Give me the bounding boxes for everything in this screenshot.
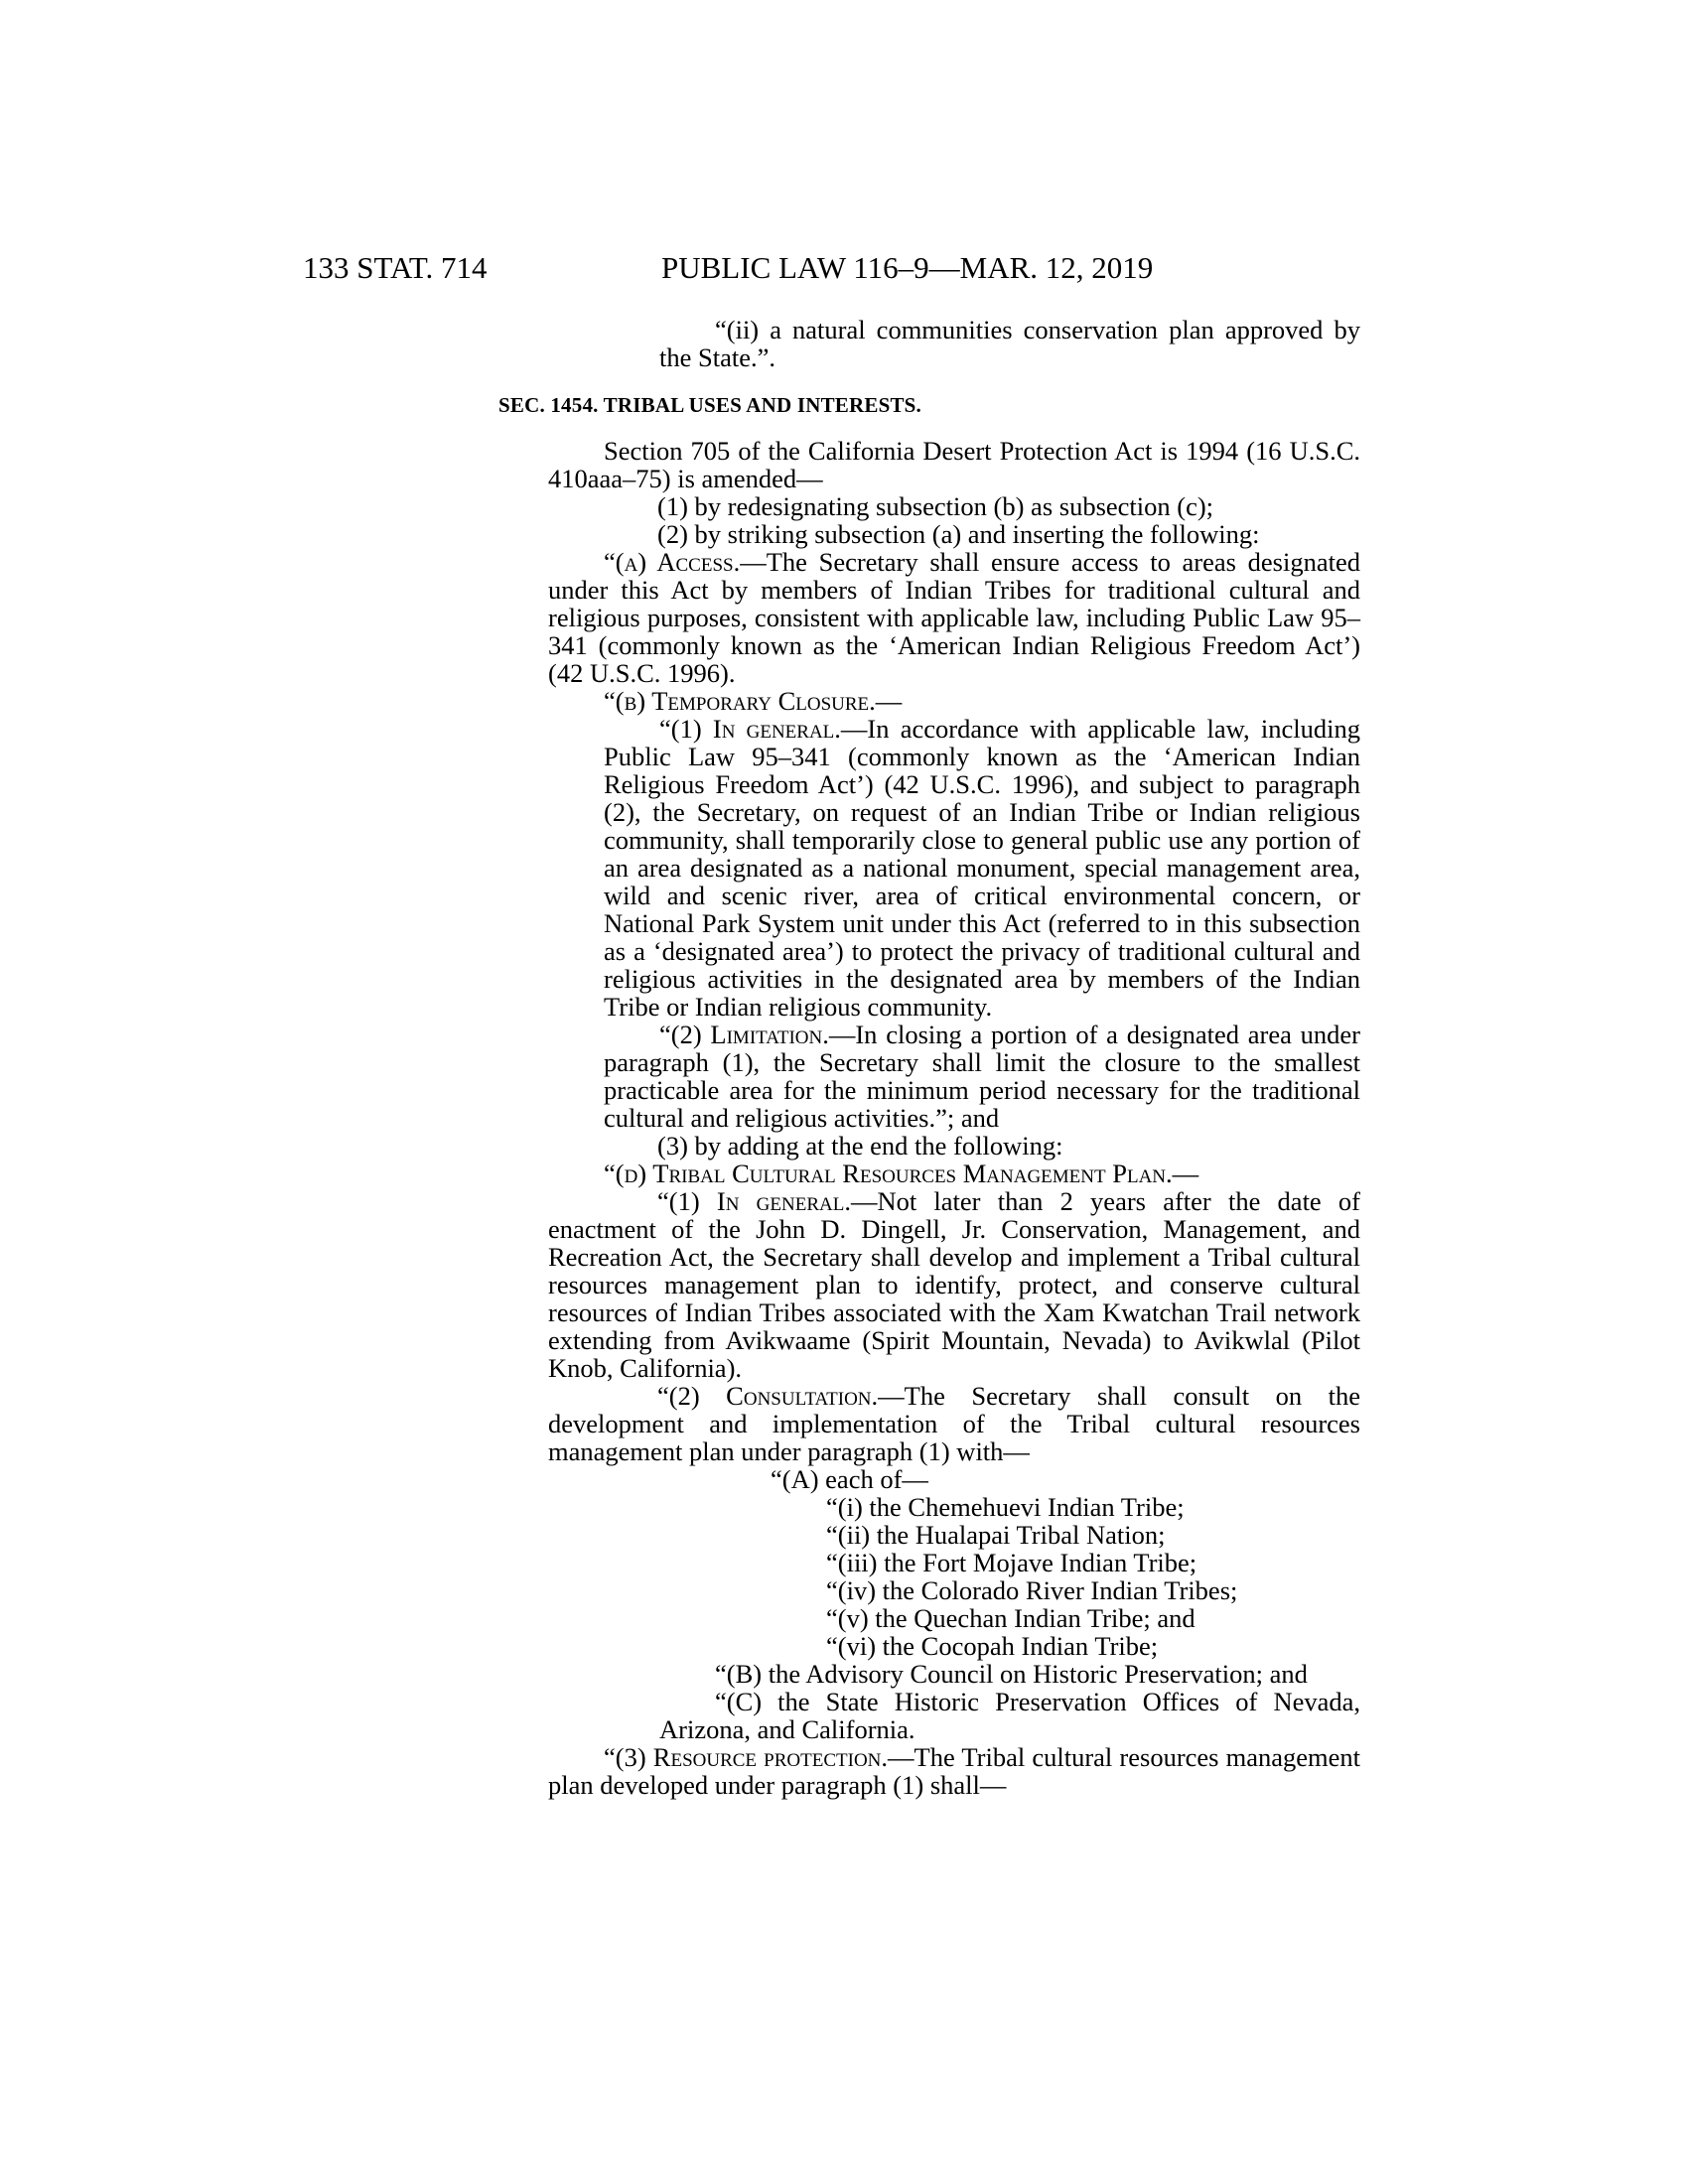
- limitation-paragraph: [548, 1021, 1360, 1132]
- temporary-closure-subsection: [548, 687, 1360, 715]
- document-body: [498, 315, 1361, 1800]
- each-of-clause: “(A) each of—: [771, 1464, 928, 1494]
- in-general-heading: “(1) In general.: [659, 714, 841, 744]
- tribe-item: “(v) the Quechan Indian Tribe; and: [826, 1603, 1196, 1633]
- plan-heading: “(d) Tribal Cultural Resources Management Plan.: [604, 1159, 1173, 1188]
- plan-general-paragraph: [548, 1187, 1360, 1382]
- in-general-text: —In accordance with applicable law, including Public Law 95–341 (commonly known as the ‘American Indian Religious Freedom Act’) (42 U.S.C. 1996), and subject to paragraph (2), the Secretary, on request of an Indian Tribe or Indian religious community, shall temporarily close to general public use any portion of an area designated as a national monument, special management area, wild and scenic river, area of critical environmental concern, or National Park System unit under this Act (referred to in this subsection as a ‘designated area’) to protect the privacy of traditional cultural and religious activities in the designated area by members of the Indian Tribe or Indian religious community.: [604, 714, 1360, 1022]
- plan-general-heading: “(1) In general.: [657, 1186, 851, 1216]
- tribe-item: “(iii) the Fort Mojave Indian Tribe;: [826, 1548, 1197, 1577]
- temporary-closure-dash: —: [875, 686, 903, 716]
- access-subsection: [548, 548, 1360, 687]
- in-general-paragraph: [548, 715, 1360, 1021]
- stat-reference: 133 STAT. 714: [303, 250, 488, 285]
- plan-subsection: [548, 1160, 1360, 1187]
- tribe-item: “(ii) the Hualapai Tribal Nation;: [826, 1520, 1166, 1550]
- state-offices-clause: “(C) the State Historic Preservation Offices of Nevada, Arizona, and California.: [659, 1687, 1360, 1744]
- public-law-header: PUBLIC LAW 116–9—MAR. 12, 2019: [661, 250, 1154, 285]
- continued-clause: “(ii) a natural communities conservation plan approved by the State.”.: [659, 315, 1360, 372]
- consultation-paragraph: [548, 1382, 1360, 1465]
- resource-protection-paragraph: [548, 1743, 1360, 1799]
- limitation-text: —In closing a portion of a designated area under paragraph (1), the Secretary shall limit the closure to the smallest practicable area for the minimum period necessary for the traditional cultural and religious activities.”; and: [604, 1020, 1360, 1133]
- tribe-item: “(iv) the Colorado River Indian Tribes;: [826, 1575, 1238, 1605]
- amendment-3: (3) by adding at the end the following:: [657, 1131, 1063, 1160]
- resource-protection-text: —The Tribal cultural resources management plan developed under paragraph (1) shall—: [548, 1742, 1361, 1800]
- consultation-text: —The Secretary shall consult on the development and implementation of the Tribal cultural resources management plan under paragraph (1) with—: [548, 1381, 1360, 1466]
- intro-paragraph: Section 705 of the California Desert Protection Act is 1994 (16 U.S.C. 410aaa–75) is amended—: [548, 436, 1360, 493]
- advisory-council-clause: “(B) the Advisory Council on Historic Preservation; and: [715, 1659, 1308, 1689]
- access-text: —The Secretary shall ensure access to areas designated under this Act by members of Indian Tribes for traditional cultural and religious purposes, consistent with applicable law, including Public Law 95–341 (commonly known as the ‘American Indian Religious Freedom Act’) (42 U.S.C. 1996).: [548, 547, 1360, 688]
- resource-protection-heading: “(3) Resource protection.: [604, 1742, 889, 1772]
- tribe-item: “(vi) the Cocopah Indian Tribe;: [826, 1631, 1159, 1661]
- tribe-item: “(i) the Chemehuevi Indian Tribe;: [826, 1492, 1185, 1522]
- temporary-closure-heading: “(b) Temporary Closure.: [604, 686, 876, 716]
- plan-dash: —: [1172, 1159, 1199, 1188]
- amendment-2: (2) by striking subsection (a) and inserting the following:: [657, 519, 1260, 549]
- consultation-heading: “(2) Consultation.: [657, 1381, 879, 1411]
- plan-general-text: —Not later than 2 years after the date of enactment of the John D. Dingell, Jr. Conservation, Management, and Recreation Act, the Secretary shall develop and implement a Tribal cultural resources management plan to identify, protect, and conserve cultural resources of Indian Tribes associated with the Xam Kwatchan Trail network extending from Avikwaame (Spirit Mountain, Nevada) to Avikwlal (Pilot Knob, California).: [548, 1186, 1360, 1383]
- amendment-1: (1) by redesignating subsection (b) as subsection (c);: [657, 491, 1214, 521]
- limitation-heading: “(2) Limitation.: [659, 1020, 829, 1049]
- access-heading: “(a) Access.: [604, 547, 741, 577]
- section-heading: SEC. 1454. TRIBAL USES AND INTERESTS.: [498, 393, 921, 417]
